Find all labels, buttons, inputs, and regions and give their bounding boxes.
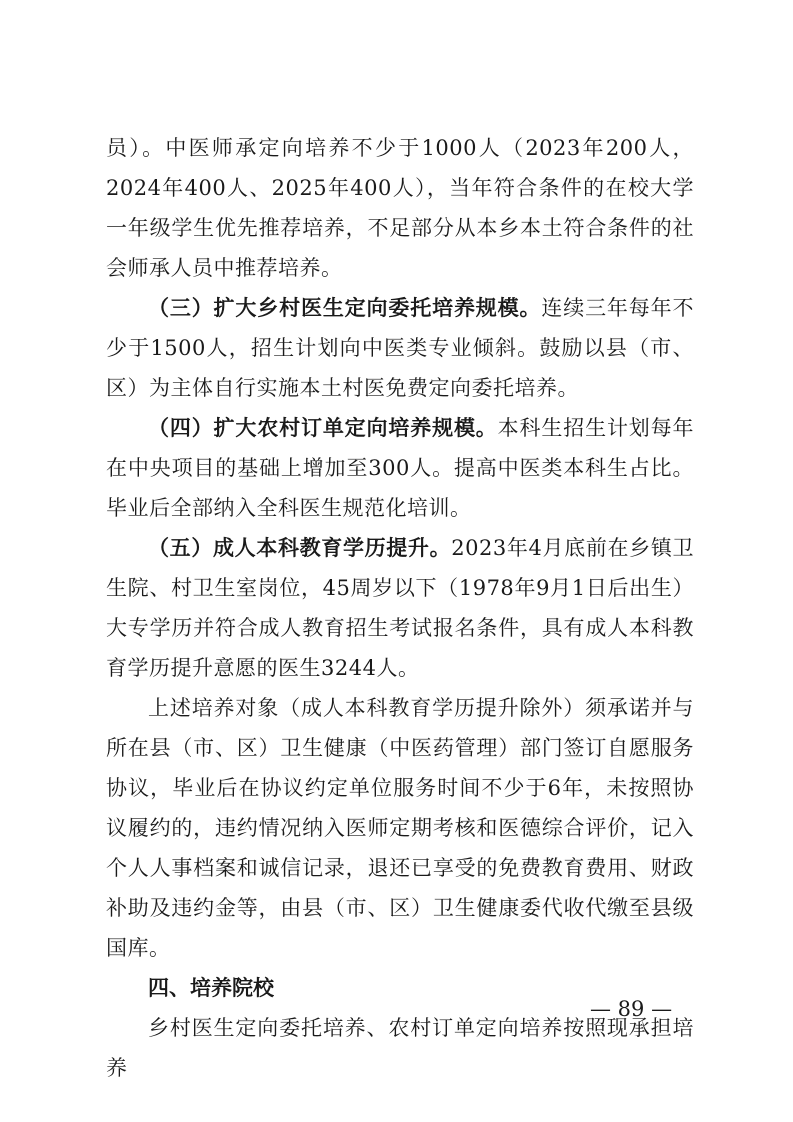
paragraph-2: [106, 288, 694, 408]
paragraph-3-lead: （四）扩大农村订单定向培养规模。: [148, 416, 498, 440]
final-paragraph-text: 乡村医生定向委托培养、农村订单定向培养按照现承担培养: [106, 1016, 694, 1080]
paragraph-2-lead: （三）扩大乡村医生定向委托培养规模。: [148, 296, 542, 320]
section-heading: 四、培养院校: [148, 976, 274, 1000]
document-body: [106, 128, 694, 1088]
paragraph-2-text: 连续三年每年不少于1500人，招生计划向中医类专业倾斜。鼓励以县（市、区）为主体自行实施本土村医免费定向委托培养。: [106, 296, 694, 400]
paragraph-1-text: 员）。中医师承定向培养不少于1000人（2023年200人，2024年400人、2025年400人），当年符合条件的在校大学一年级学生优先推荐培养，不足部分从本乡本土符合条件的社会师承人员中推荐培养。: [106, 136, 694, 280]
paragraph-5: [106, 688, 694, 968]
paragraph-3: [106, 408, 694, 528]
paragraph-5-text: 上述培养对象（成人本科教育学历提升除外）须承诺并与所在县（市、区）卫生健康（中医药管理）部门签订自愿服务协议，毕业后在协议约定单位服务时间不少于6年，未按照协议履约的，违约情况纳入医师定期考核和医德综合评价，记入个人人事档案和诚信记录，退还已享受的免费教育费用、财政补助及违约金等，由县（市、区）卫生健康委代收代缴至县级国库。: [106, 696, 694, 960]
paragraph-4-text: 2023年4月底前在乡镇卫生院、村卫生室岗位，45周岁以下（1978年9月1日后出生）大专学历并符合成人教育招生考试报名条件，具有成人本科教育学历提升意愿的医生3244人。: [106, 536, 694, 680]
paragraph-4: [106, 528, 694, 688]
paragraph-1: [106, 128, 694, 288]
page-number: — 89 —: [590, 997, 673, 1021]
paragraph-4-lead: （五）成人本科教育学历提升。: [148, 536, 452, 560]
paragraph-3-text: 本科生招生计划每年在中央项目的基础上增加至300人。提高中医类本科生占比。毕业后全部纳入全科医生规范化培训。: [106, 416, 695, 520]
